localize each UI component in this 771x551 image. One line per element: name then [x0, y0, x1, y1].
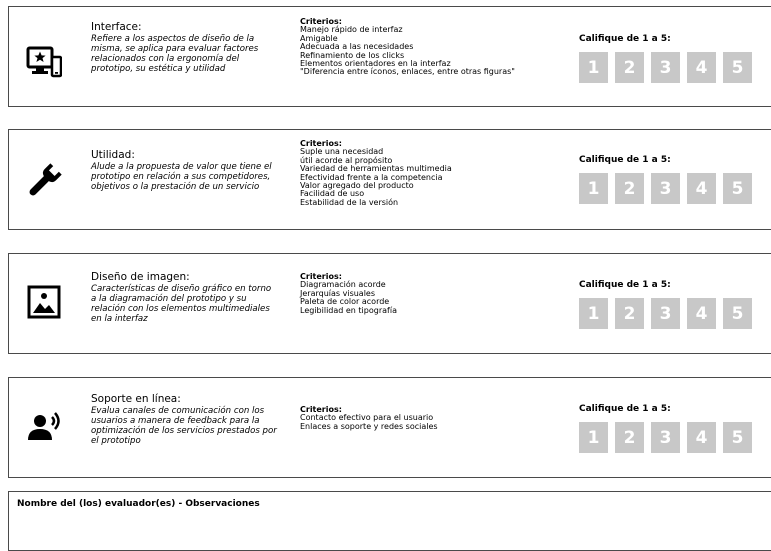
- criteria-list: [300, 273, 570, 315]
- section-body: Características de diseño gráfico en torno a la diagramación del prototipo y su relación con los elementos multimediales en la interfaz: [91, 284, 272, 324]
- person-speaking-icon: [26, 410, 62, 446]
- criteria-item: Efectividad frente a la competencia: [300, 172, 443, 182]
- criteria-item: Manejo rápido de interfaz: [300, 25, 403, 35]
- criteria-item: Jerarquías visuales: [300, 288, 376, 298]
- wrench-icon: [26, 163, 62, 199]
- section-description: [91, 271, 279, 324]
- rating-option-5[interactable]: 5: [723, 298, 752, 329]
- image-frame-icon: [26, 284, 62, 320]
- rating-option-3[interactable]: 3: [651, 52, 680, 83]
- criteria-list: [300, 406, 570, 431]
- rating-option-2[interactable]: 2: [615, 422, 644, 453]
- section-body: Evalua canales de comunicación con los usuarios a manera de feedback para la optimización de los servicios prestados por el prototipo: [91, 406, 277, 446]
- rating-group: [579, 280, 752, 329]
- section-soporte: [8, 377, 771, 478]
- criteria-item: Diagramación acorde: [300, 280, 386, 290]
- section-description: [91, 149, 279, 192]
- criteria-item: Valor agregado del producto: [300, 181, 414, 191]
- criteria-item: Enlaces a soporte y redes sociales: [300, 421, 438, 431]
- rating-option-4[interactable]: 4: [687, 422, 716, 453]
- section-body: Alude a la propuesta de valor que tiene el prototipo en relación a sus competidores, objetivos o la prestación de un servicio: [91, 162, 272, 192]
- section-description: [91, 393, 279, 446]
- criteria-item: Legibilidad en tipografía: [300, 305, 397, 315]
- section-title: Utilidad:: [91, 149, 135, 161]
- rating-option-3[interactable]: 3: [651, 173, 680, 204]
- rating-option-1[interactable]: 1: [579, 298, 608, 329]
- observations-label: Nombre del (los) evaluador(es) - Observaciones: [17, 499, 260, 509]
- rating-group: [579, 155, 752, 204]
- rating-option-1[interactable]: 1: [579, 173, 608, 204]
- criteria-list: [300, 18, 570, 77]
- section-title: Soporte en línea:: [91, 393, 181, 405]
- rating-option-1[interactable]: 1: [579, 52, 608, 83]
- rating-option-2[interactable]: 2: [615, 173, 644, 204]
- rating-option-5[interactable]: 5: [723, 422, 752, 453]
- section-body: Refiere a los aspectos de diseño de la misma, se aplica para evaluar factores relacionados con la ergonomía del prototipo, su estética y utilidad: [91, 34, 259, 74]
- criteria-item: útil acorde al propósito: [300, 155, 393, 165]
- criteria-item: Facilidad de uso: [300, 189, 365, 199]
- criteria-item: Elementos orientadores en la interfaz: [300, 59, 451, 69]
- criteria-item: Adecuada a las necesidades: [300, 42, 414, 52]
- observations-field[interactable]: [8, 491, 771, 551]
- criteria-item: Amigable: [300, 33, 338, 43]
- criteria-item: Refinamiento de los clicks: [300, 50, 405, 60]
- rating-label: Califique de 1 a 5:: [579, 404, 671, 414]
- criteria-item: Contacto efectivo para el usuario: [300, 413, 434, 423]
- criteria-list: [300, 140, 570, 207]
- section-title: Interface:: [91, 21, 142, 33]
- rating-option-1[interactable]: 1: [579, 422, 608, 453]
- rating-option-4[interactable]: 4: [687, 173, 716, 204]
- criteria-item: Paleta de color acorde: [300, 297, 390, 307]
- section-interface: [8, 6, 771, 107]
- rating-group: [579, 404, 752, 453]
- rating-label: Califique de 1 a 5:: [579, 280, 671, 290]
- criteria-item: Variedad de herramientas multimedia: [300, 164, 452, 174]
- criteria-heading: Criterios:: [300, 272, 342, 281]
- rating-option-2[interactable]: 2: [615, 298, 644, 329]
- rating-option-5[interactable]: 5: [723, 52, 752, 83]
- criteria-item: Suple una necesidad: [300, 147, 384, 157]
- criteria-heading: Criterios:: [300, 17, 342, 26]
- rating-option-4[interactable]: 4: [687, 298, 716, 329]
- criteria-heading: Criterios:: [300, 139, 342, 148]
- monitor-star-icon: [26, 43, 62, 79]
- rating-option-4[interactable]: 4: [687, 52, 716, 83]
- criteria-item: "Diferencia entre íconos, enlaces, entre otras figuras": [300, 67, 515, 77]
- rating-option-3[interactable]: 3: [651, 422, 680, 453]
- section-description: [91, 21, 279, 74]
- rating-option-2[interactable]: 2: [615, 52, 644, 83]
- rating-label: Califique de 1 a 5:: [579, 155, 671, 165]
- criteria-item: Estabilidad de la versión: [300, 197, 399, 207]
- rating-group: [579, 34, 752, 83]
- section-diseno-imagen: [8, 253, 771, 354]
- rating-label: Califique de 1 a 5:: [579, 34, 671, 44]
- section-title: Diseño de imagen:: [91, 271, 190, 283]
- section-utilidad: [8, 129, 771, 230]
- rating-option-3[interactable]: 3: [651, 298, 680, 329]
- criteria-heading: Criterios:: [300, 405, 342, 414]
- rating-option-5[interactable]: 5: [723, 173, 752, 204]
